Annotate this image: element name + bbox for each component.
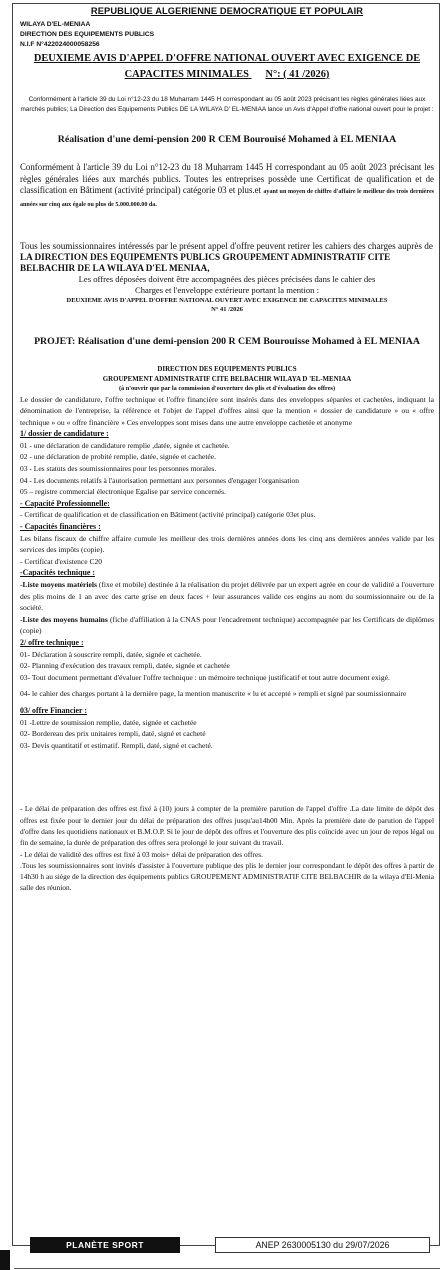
- candidature-item: 04 - Les documents relatifs à l'autorisation permettant aux personnes d'engager l'organisation: [20, 475, 300, 485]
- nif-line: N.I.F N°422024000058256: [20, 41, 100, 48]
- offres-line: Les offres déposées doivent être accompagnées des pièces précisées dans le cahier des: [78, 274, 376, 284]
- mention-line1: DEUXIEME AVIS D'APPEL D'OFFRE NATIONAL OUVERT AVEC EXIGENCE DE CAPACITES MINIMALES: [66, 297, 388, 304]
- technique-heading: 2/ offre technique :: [20, 637, 84, 647]
- technique-item: 02- Planning d'exécution des travaux rempli, datée, signée et cachetée: [20, 661, 230, 671]
- bottom-bar: [30, 1237, 430, 1255]
- delai-validite: - Le délai de validité des offres est fixé à 03 mois+ délai de préparation des offres.: [20, 849, 263, 859]
- address-line2: GROUPEMENT ADMINISTRATIF CITE BELBACHIR WILAYA D 'EL-MENIAA: [102, 375, 352, 383]
- certificat-c20: - Certificat d'existence C20: [20, 556, 102, 566]
- moyens-humains-text: (fiche d'affiliation à la CNAS pour l'encadrement technique) accompagnée par les Certificats de diplômes (copie): [20, 614, 435, 636]
- financier-item: 01 -Lettre de soumission remplie, datée, signée et cachetée: [20, 717, 197, 727]
- moyens-materiels-text: (fixe et mobile) destinée à la réalisation du projet délivrée par un expert agrée en cour de validité a l'ouverture des plis moins de 1 an avec des carte grise en deux faces + leur assurances valide ces engins au nom du soumissionnaire ou de la société.: [20, 580, 434, 613]
- technique-item: 01- Déclaration à souscrire rempli, datée, signée et cachetée.: [20, 649, 202, 659]
- financier-item: 03- Devis quantitatif et estimatif. Rempli, daté, signé et cacheté.: [20, 740, 213, 750]
- candidature-item: 05 – registre commercial électronique Egalise par service concernés.: [20, 487, 226, 497]
- moyens-materiels: [20, 579, 434, 614]
- republic-title: REPUBLIQUE ALGERIENNE DEMOCRATIQUE ET POPULAIR: [90, 6, 364, 16]
- capacite-fin-heading: - Capacités financières :: [20, 522, 101, 532]
- spacer: [20, 751, 434, 803]
- avis-number: N°: ( 41 /2026): [265, 69, 330, 80]
- retirer-paragraph: [20, 241, 434, 274]
- mention-line2: N° 41 /2026: [211, 306, 243, 313]
- wilaya-line: WILAYA D'EL-MENIAA: [20, 21, 91, 28]
- page-corner-mark: [0, 1250, 10, 1270]
- technique-item-4: 04- le cahier des charges portant à la dernière page, la mention manuscrite « lu et accepté » rempli et signé par soumissionnaire: [20, 689, 407, 699]
- address-block: [20, 365, 434, 394]
- avis-title-line2: [20, 67, 434, 83]
- conformity-text: Conformément à l'article 39 du Loi n°12-23 du 18 Muharram 1445 H correspondant au 05 août 2023 précisant les règles générales liées aux marchés publics. Toutes les entreprises possède une Certificat de qualification et de classification en Bâtiment (activité principal) catégorie 03 et plus.et: [20, 162, 434, 195]
- bottom-rule: [14, 1268, 440, 1269]
- financier-item: 02- Bordereau des prix unitaires rempli, daté, signé et cacheté: [20, 729, 206, 739]
- moyens-humains-label: -Liste des moyens humains: [20, 614, 108, 624]
- realisation-title: Réalisation d'une demi-pension 200 R CEM Bourouisé Mohamed à EL MENIAA: [57, 134, 397, 145]
- section-label: PLANÈTE SPORT: [30, 1237, 180, 1253]
- chiffre-affaire-text: ayant un moyen de chiffre d'affaire le meilleur des trois dernières années sur cinq aux égale ou plus de 5.000.000.00 da.: [20, 189, 435, 208]
- financier-heading: 03/ offre Financier :: [20, 705, 87, 715]
- projet-title: PROJET: Réalisation d'une demi-pension 200 R CEM Bourouisse Mohamed à EL MENIAA: [34, 336, 420, 347]
- address-line3: (à n'ouvrir que par la commission d'ouverture des plis et d'évaluation des offres): [118, 385, 336, 392]
- candidature-item: 02 - une déclaration de probité remplie, datée, signée et cachetée.: [20, 452, 216, 462]
- intro-paragraph: Conformément à l'article 39 du Loi n°12-23 du 18 Muharram 1445 H correspondant au 05 août 2023 précisant les règles générales liées aux marchés publics; La Direction des Equipements Publics DE LA WILAYA D' EL-MENIAA lance un Avis d'Appel d'offre national ouvert pour le projet :: [20, 96, 434, 113]
- candidature-item: 01 - une déclaration de candidature remplie ,datée, signée et cachetée.: [20, 440, 230, 450]
- avis-title-capacites: CAPACITES MINIMALES: [124, 69, 249, 80]
- retirer-bold: LA DIRECTION DES EQUIPEMENTS PUBLICS GROUPEMENT ADMINISTRATIF CITE BELBACHIR DE LA WILAYA D'EL MENIAA,: [20, 252, 391, 273]
- notice-content: [20, 6, 434, 894]
- moyens-humains: [20, 614, 434, 637]
- retirer-text: Tous les soumissionnaires intéressés par le présent appel d'offre peuvent retirer les cahiers des charges auprès de: [20, 241, 433, 251]
- anep-reference: ANEP 2630005130 du 29/07/2026: [215, 1237, 430, 1253]
- moyens-materiels-label: -Liste moyens matériels: [20, 580, 97, 589]
- capacite-pro-text: - Certificat de qualification et de classification en Bâtiment (activité principal) catégorie 03et plus.: [20, 510, 316, 520]
- candidature-heading: 1/ dossier de candidature :: [20, 429, 109, 439]
- ouverture-plis: .Tous les soumissionnaires sont invités d'assister à l'ouverture publique des plis le dernier jour correspondant le dépôt des offres à partir de 14h30 h au siège de la direction des équipements publics GROUPEMENT ADMINISTRATIF CITE BELBACHIR de la wilaya d'El-Menia salle des réunion.: [20, 860, 434, 893]
- charges-line: Charges et l'enveloppe extérieure portant la mention :: [135, 284, 319, 295]
- delai-preparation: - Le délai de préparation des offres est fixé à (10) jours à compter de la première parution de l'appel d'offre .La date limite de dépôt des offres est fixée pour le dernier jour du délai de préparation des offres jusqu'au14h00 Min. Après la première date de parution de l'appel d'offre dans les quotidiens nationaux et B.M.O.P. Si le jour de dépôt des offres et l'ouverture des plis coïncide avec un jour de repos légal ou fin de semaine, la durée de préparation des offres sera prolongé le jour suivant du travail.: [20, 804, 434, 848]
- conformity-paragraph: [20, 162, 434, 211]
- avis-title: [20, 51, 434, 83]
- capacite-fin-text: Les bilans fiscaux de chiffre affaire cumule les meilleur des trois dernières années dons les cinq ans dernières années valide par les services des impôts (copie).: [20, 533, 434, 555]
- capacite-pro-heading: - Capacité Professionnelle:: [20, 498, 110, 508]
- address-line1: DIRECTION DES EQUIPEMENTS PUBLICS: [157, 366, 297, 373]
- dossier-intro: Le dossier de candidature, l'offre technique et l'offre financière sont insérés dans des enveloppes séparées et cachetées, indiquant la dénomination de l'entreprise, la référence et l'objet de l'appel d'offres ainsi que la mention « dossier de candidature » ou « offre technique » ou « offre financière » Ces enveloppes sont mises dans une autre enveloppe cachetée et anonyme: [20, 394, 434, 427]
- technique-item: 03- Tout document permettant d'évaluer l'offre technique : un mémoire technique justificatif et tout autre document exigé.: [20, 672, 390, 682]
- avis-title-line1: DEUXIEME AVIS D'APPEL D'OFFRE NATIONAL OUVERT AVEC EXIGENCE DE: [33, 53, 421, 64]
- direction-line: DIRECTION DES EQUIPEMENTS PUBLICS: [20, 31, 155, 38]
- capacite-tech-heading: -Capacités technique :: [20, 568, 95, 578]
- candidature-item: 03 - Les statuts des soumissionnaires pour les personnes morales.: [20, 464, 217, 474]
